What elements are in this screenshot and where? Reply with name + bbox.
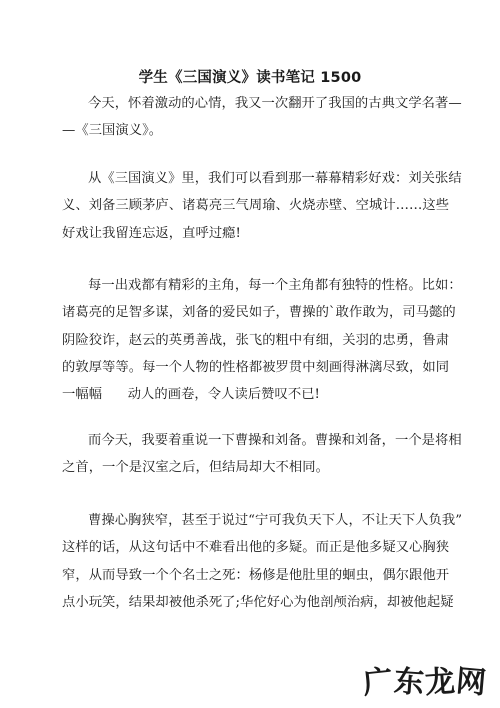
paragraph-line: 之首，一个是汉室之后，但结局却大不相同。 [62, 460, 329, 476]
paragraph-line: 而今天，我要着重说一下曹操和刘备。曹操和刘备，一个是将相 [88, 433, 462, 448]
paragraph-line: —《三国演义》。 [62, 123, 163, 139]
paragraph-line: 一幅幅 动人的画卷，令人读后赞叹不已! [62, 387, 320, 403]
paragraph-line: 点小玩笑，结果却被他杀死了;华佗好心为他剖颅治病，却被他起疑 [62, 594, 454, 610]
watermark-char: 广 [361, 663, 395, 702]
paragraph-line: 这样的话，从这句话中不难看出他的多疑。而正是他多疑又心胸狭 [62, 540, 450, 556]
watermark-logo [361, 663, 488, 702]
paragraph-line: 今天，怀着激动的心情，我又一次翻开了我国的古典文学名著— [88, 96, 462, 111]
paragraph-line: 窄，从而导致一个个名士之死：杨修是他肚里的蛔虫，偶尔跟他开 [62, 567, 450, 583]
paragraph-3 [62, 272, 462, 408]
paragraph-line: 每一出戏都有精彩的主角，每一个主角都有独特的性格。比如： [88, 278, 462, 293]
paragraph-line: 的敦厚等等。每一个人物的性格都被罗贯中刻画得淋漓尽致，如同 [62, 359, 450, 375]
paragraph-1 [62, 90, 462, 145]
paragraph-5 [62, 507, 463, 616]
paragraph-line: 好戏让我留连忘返，直呼过瘾! [62, 225, 241, 241]
paragraph-line: 诸葛亮的足智多谋，刘备的爱民如子，曹操的`敢作敢为，司马懿的 [62, 305, 456, 321]
watermark-char: 东 [392, 663, 426, 702]
watermark-char: 龙 [423, 663, 457, 702]
watermark-char: 网 [454, 663, 488, 702]
paragraph-line: 从《三国演义》里，我们可以看到那一幕幕精彩好戏：刘关张结 [88, 171, 462, 186]
paragraph-4 [62, 427, 462, 482]
paragraph-line: 阴险狡诈，赵云的英勇善战，张飞的粗中有细，关羽的忠勇，鲁肃 [62, 332, 450, 348]
paragraph-line: 曹操心胸狭窄，甚至于说过“宁可我负天下人，不让天下人负我” [88, 513, 463, 528]
document-title: 学生《三国演义》读书笔记 1500 [138, 70, 362, 86]
paragraph-line: 义、刘备三顾茅庐、诸葛亮三气周瑜、火烧赤壁、空城计……这些 [62, 198, 450, 214]
paragraph-2 [62, 165, 462, 247]
